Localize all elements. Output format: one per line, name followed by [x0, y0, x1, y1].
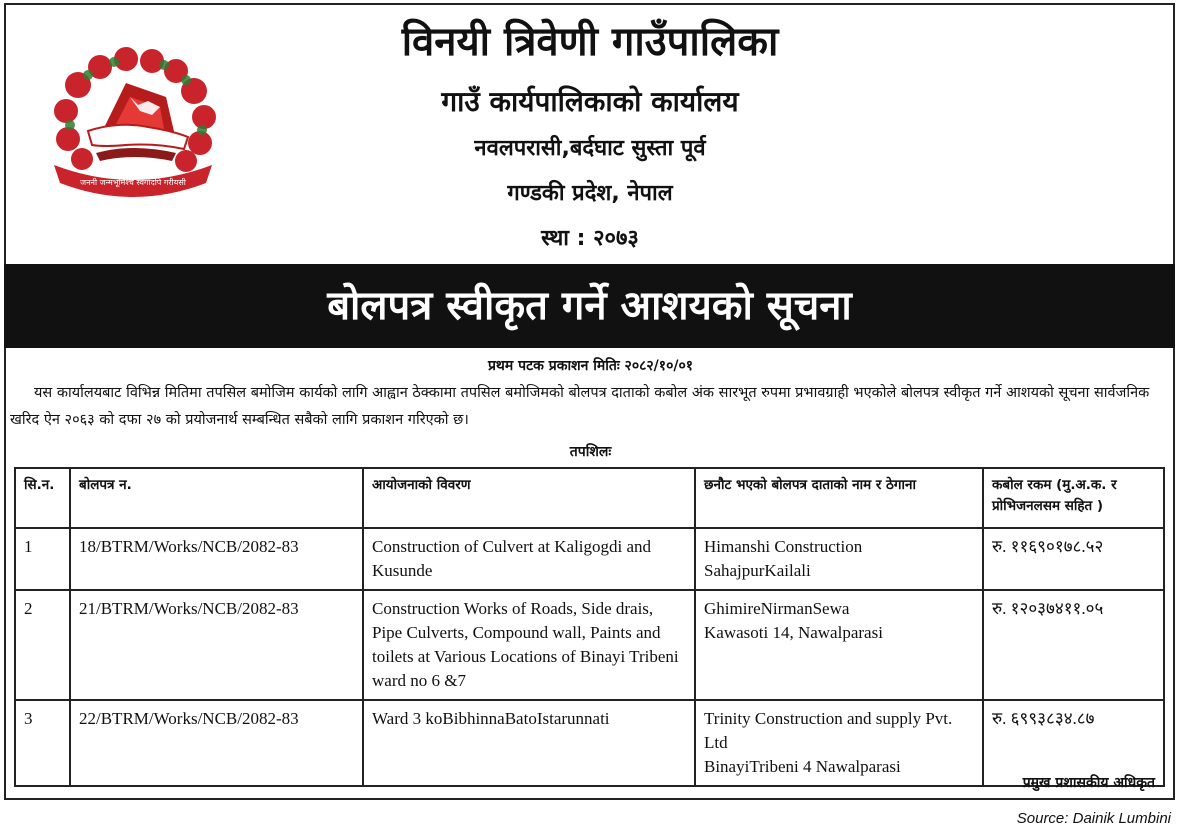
row-bidder [695, 528, 983, 590]
header-description: आयोजनाको विवरण [363, 468, 695, 528]
office-address: नवलपरासी,बर्दघाट सुस्ता पूर्व [474, 136, 706, 161]
office-name: गाउँ कार्यपालिकाको कार्यालय [441, 85, 739, 118]
source-credit: Source: Dainik Lumbini [1016, 810, 1171, 827]
bidder-name: GhimireNirmanSewa [704, 599, 850, 618]
table-header-row [15, 468, 1164, 528]
table-row [15, 700, 1164, 786]
row-bid-no: 21/BTRM/Works/NCB/2082-83 [70, 590, 363, 700]
row-amount: रु. ६९९३८३४.८७ [983, 700, 1164, 786]
row-bidder [695, 590, 983, 700]
established-year: स्था : २०७३ [541, 226, 639, 251]
row-description: Construction of Culvert at Kaligogdi and Kusunde [363, 528, 695, 590]
row-sn: 1 [15, 528, 70, 590]
row-amount: रु. १२०३७४११.०५ [983, 590, 1164, 700]
notice-body-text: यस कार्यालयबाट विभिन्न मितिमा तपसिल बमोजिम कार्यको लागि आह्वान ठेक्कामा तपसिल बमोजिमको बोलपत्र दाताको कबोल अंक सारभूत रुपमा प्रभावग्राही भएकोले बोलपत्र स्वीकृत गर्ने आशयको सूचना सार्वजनिक खरिद ऐन २०६३ को दफा २७ को प्रयोजनार्थ सम्बन्धित सबैको लागि प्रकाशन गरिएको छ। [10, 385, 1150, 428]
bidder-address: SahajpurKailali [704, 561, 811, 580]
publication-date: प्रथम पटक प्रकाशन मितिः २०८२/१०/०१ [487, 358, 694, 374]
header-bidder: छनौट भएको बोलपत्र दाताको नाम र ठेगाना [695, 468, 983, 528]
province-country: गण्डकी प्रदेश, नेपाल [507, 181, 673, 206]
row-bidder [695, 700, 983, 786]
row-description: Construction Works of Roads, Side drais, Pipe Culverts, Compound wall, Paints and toilets at Various Locations of Binayi Tribeni ward no 6 &7 [363, 590, 695, 700]
table-row [15, 528, 1164, 590]
tender-table [14, 467, 1165, 787]
bidder-name: Himanshi Construction [704, 537, 863, 556]
row-amount: रु. ११६९०१७८.५२ [983, 528, 1164, 590]
schedule-title: तपशिलः [569, 444, 612, 460]
row-bid-no: 18/BTRM/Works/NCB/2082-83 [70, 528, 363, 590]
signatory-title: प्रमुख प्रशासकीय अधिकृत [1022, 775, 1155, 791]
svg-text:जननी जन्मभूमिश्च स्वर्गादपि गर: जननी जन्मभूमिश्च स्वर्गादपि गरीयसी [80, 178, 186, 187]
row-sn: 3 [15, 700, 70, 786]
header-bid-no: बोलपत्र न. [70, 468, 363, 528]
row-sn: 2 [15, 590, 70, 700]
bidder-address: Kawasoti 14, Nawalparasi [704, 623, 883, 642]
header-sn: सि.न. [15, 468, 70, 528]
notice-title-banner: बोलपत्र स्वीकृत गर्ने आशयको सूचना [4, 264, 1175, 348]
bidder-address: BinayiTribeni 4 Nawalparasi [704, 757, 901, 776]
header-amount: कबोल रकम (मु.अ.क. र प्रोभिजनलसम सहित ) [983, 468, 1164, 528]
row-bid-no: 22/BTRM/Works/NCB/2082-83 [70, 700, 363, 786]
table-row [15, 590, 1164, 700]
bidder-name: Trinity Construction and supply Pvt. Ltd [704, 709, 953, 752]
nepal-emblem-icon [48, 45, 218, 200]
row-description: Ward 3 koBibhinnaBatoIstarunnati [363, 700, 695, 786]
municipality-name: विनयी त्रिवेणी गाउँपालिका [401, 19, 779, 65]
